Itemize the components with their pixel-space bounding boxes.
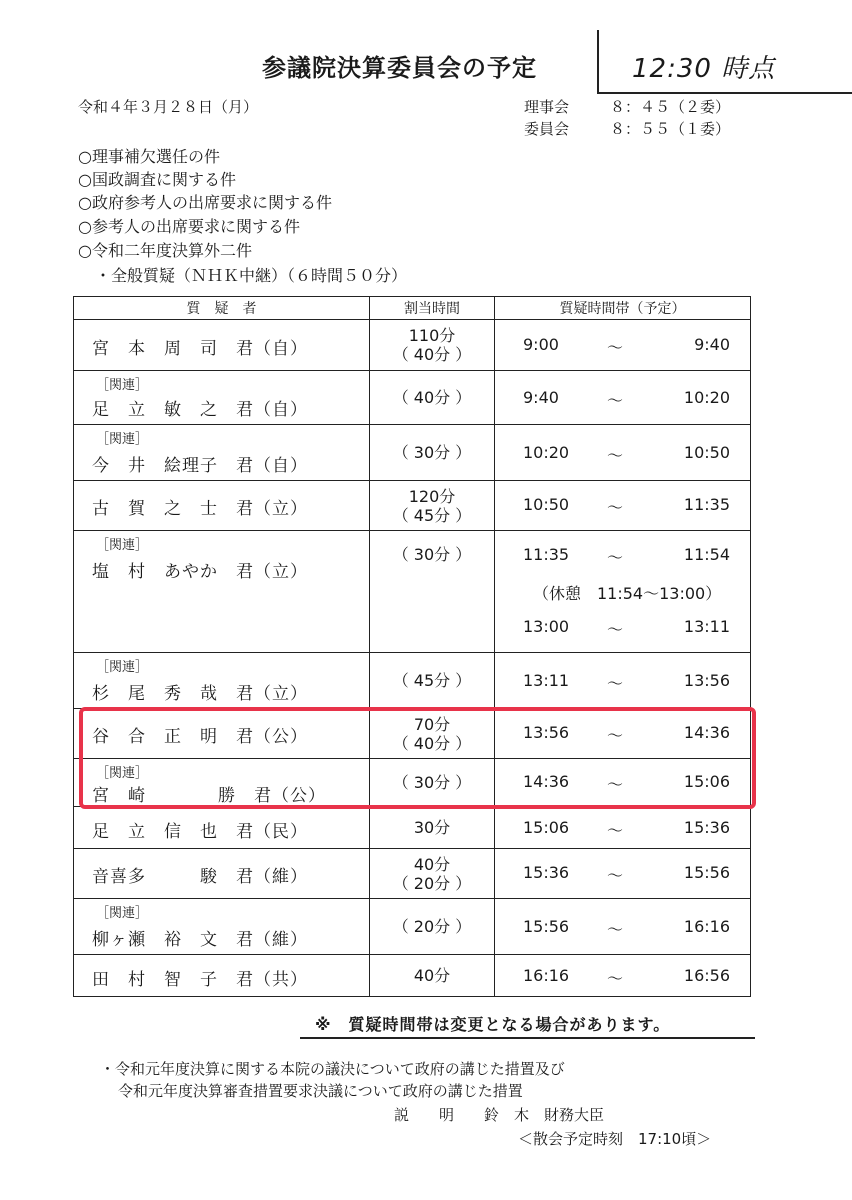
header-allotted: 割当時間 — [370, 297, 495, 320]
meeting-time-directors: ８：４５（２委） — [610, 98, 731, 116]
slot-start: 10:50 — [523, 495, 570, 514]
allotted-cell — [370, 653, 495, 709]
meeting-label-directors: 理事会 — [524, 98, 570, 116]
allotted-total: 110分 — [408, 326, 456, 345]
slot-cell — [495, 807, 751, 849]
slot-start: 13:11 — [523, 671, 570, 690]
recess-note: （休憩 11:54〜13:00） — [533, 584, 722, 603]
slot-end: 11:54 — [683, 545, 730, 564]
slot-cell — [495, 425, 751, 481]
questioner-cell — [74, 653, 370, 709]
questioner-cell — [74, 320, 370, 371]
related-tag: ［関連］ — [96, 766, 149, 781]
questioner-name: 古 賀 之 士 君（立） — [92, 499, 308, 519]
slot-end: 10:20 — [683, 388, 730, 407]
allotted-cell — [370, 425, 495, 481]
slot-end: 16:56 — [683, 966, 730, 985]
slot-cell — [495, 899, 751, 955]
slot-separator: 〜 — [607, 620, 624, 639]
allotted-share: （ 20分 ） — [392, 873, 472, 893]
agenda-item: ○政府参考人の出席要求に関する件 — [78, 193, 332, 212]
slot-end: 15:06 — [683, 772, 730, 791]
slot-cell — [495, 849, 751, 899]
allotted-cell — [370, 481, 495, 531]
allotted-cell — [370, 371, 495, 425]
footer-line-2: 令和元年度決算審査措置要求決議について政府の講じた措置 — [118, 1082, 523, 1100]
questioner-name: 柳ヶ瀬 裕 文 君（維） — [92, 930, 308, 950]
slot-end: 16:16 — [683, 917, 730, 936]
table-row — [74, 653, 751, 709]
questioner-cell — [74, 531, 370, 653]
footer-line-1: ・令和元年度決算に関する本院の議決について政府の講じた措置及び — [100, 1060, 565, 1078]
schedule-table — [73, 296, 751, 997]
questioner-cell — [74, 425, 370, 481]
related-tag: ［関連］ — [96, 660, 149, 675]
slot-separator: 〜 — [607, 498, 624, 517]
questioner-cell — [74, 807, 370, 849]
allotted-cell — [370, 807, 495, 849]
allotted-share: （ 40分 ） — [392, 388, 472, 407]
allotted-share: （ 30分 ） — [392, 545, 472, 564]
slot-end: 13:11 — [683, 617, 730, 636]
explainer: 説 明 鈴 木 財務大臣 — [394, 1106, 605, 1124]
header-questioner: 質 疑 者 — [74, 297, 370, 320]
header-slot: 質疑時間帯（予定） — [495, 297, 751, 320]
meeting-date: 令和４年３月２８日（月） — [78, 98, 259, 116]
agenda-item: ○国政調査に関する件 — [78, 170, 236, 189]
questioner-name: 足 立 敏 之 君（自） — [92, 400, 308, 420]
allotted-total: 40分 — [413, 854, 451, 874]
table-row — [74, 955, 751, 997]
slot-end: 13:56 — [683, 671, 730, 690]
adjourn-time: ＜散会予定時刻 17:10頃＞ — [518, 1130, 712, 1148]
slot-end: 9:40 — [694, 335, 730, 354]
table-header-row — [74, 297, 751, 320]
slot-cell — [495, 371, 751, 425]
slot-separator: 〜 — [607, 775, 624, 794]
questioner-name: 足 立 信 也 君（民） — [92, 822, 308, 842]
slot-start: 16:16 — [523, 966, 570, 985]
slot-end: 15:56 — [683, 863, 730, 882]
table-row — [74, 481, 751, 531]
slot-start: 15:36 — [523, 863, 570, 882]
questioner-name: 塩 村 あやか 君（立） — [92, 562, 308, 582]
allotted-cell — [370, 955, 495, 997]
page-title: 参議院決算委員会の予定 — [262, 54, 537, 82]
slot-start: 15:56 — [523, 917, 570, 936]
agenda-item: ○参考人の出席要求に関する件 — [78, 217, 300, 236]
slot-separator: 〜 — [607, 920, 624, 939]
allotted-total: 70分 — [413, 714, 451, 734]
related-tag: ［関連］ — [96, 378, 149, 393]
allotted-total: 120分 — [408, 486, 456, 506]
slot-start: 10:20 — [523, 443, 570, 462]
questioner-name: 田 村 智 子 君（共） — [92, 970, 308, 990]
questioner-name: 今 井 絵理子 君（自） — [92, 456, 308, 476]
related-tag: ［関連］ — [96, 538, 149, 553]
table-row — [74, 371, 751, 425]
slot-cell — [495, 531, 751, 653]
meeting-time-committee: ８：５５（１委） — [610, 120, 731, 138]
questioner-name: 谷 合 正 明 君（公） — [92, 727, 308, 747]
questioner-name: 宮 本 周 司 君（自） — [92, 339, 308, 359]
slot-separator: 〜 — [607, 338, 624, 357]
handwritten-stamp: 12:30 時点 — [632, 54, 776, 84]
allotted-share: （ 30分 ） — [392, 443, 472, 462]
allotted-share: 30分 — [413, 818, 451, 837]
allotted-share: 40分 — [413, 966, 451, 985]
allotted-share: （ 40分 ） — [392, 345, 472, 364]
slot-end: 14:36 — [683, 723, 730, 742]
slot-end: 15:36 — [683, 818, 730, 837]
slot-separator: 〜 — [607, 391, 624, 410]
table-row — [74, 807, 751, 849]
related-tag: ［関連］ — [96, 432, 149, 447]
highlight-box — [79, 707, 756, 809]
slot-start: 13:56 — [523, 723, 570, 742]
related-tag: ［関連］ — [96, 906, 149, 921]
table-row — [74, 531, 751, 653]
allotted-share: （ 45分 ） — [392, 671, 472, 690]
slot-separator: 〜 — [607, 726, 624, 745]
questioner-cell — [74, 955, 370, 997]
slot-end: 10:50 — [683, 443, 730, 462]
allotted-cell — [370, 849, 495, 899]
schedule-note: ※ 質疑時間帯は変更となる場合があります。 — [315, 1015, 671, 1034]
slot-start: 15:06 — [523, 818, 570, 837]
slot-separator: 〜 — [607, 969, 624, 988]
slot-separator: 〜 — [607, 821, 624, 840]
table-row — [74, 899, 751, 955]
meeting-label-committee: 委員会 — [524, 120, 570, 138]
slot-cell — [495, 320, 751, 371]
table-row — [74, 849, 751, 899]
allotted-cell — [370, 899, 495, 955]
questioner-name: 杉 尾 秀 哉 君（立） — [92, 684, 308, 704]
questioner-cell — [74, 371, 370, 425]
table-row — [74, 320, 751, 371]
slot-end: 11:35 — [683, 495, 730, 514]
questioner-name: 宮 崎 勝 君（公） — [92, 786, 326, 806]
slot-separator: 〜 — [607, 446, 624, 465]
slot-separator: 〜 — [607, 866, 624, 885]
slot-cell — [495, 481, 751, 531]
agenda-item: ○令和二年度決算外二件 — [78, 241, 252, 260]
slot-separator: 〜 — [607, 674, 624, 693]
agenda-subitem: ・全般質疑（ＮＨＫ中継）（６時間５０分） — [95, 266, 408, 285]
slot-start: 13:00 — [523, 617, 570, 636]
questioner-cell — [74, 481, 370, 531]
questioner-cell — [74, 899, 370, 955]
slot-start: 9:00 — [523, 335, 559, 354]
slot-cell — [495, 653, 751, 709]
note-underline — [300, 1037, 755, 1039]
questioner-cell — [74, 849, 370, 899]
allotted-cell — [370, 531, 495, 653]
slot-start: 9:40 — [523, 388, 559, 407]
slot-start: 11:35 — [523, 545, 570, 564]
slot-start: 14:36 — [523, 772, 570, 791]
allotted-share: （ 40分 ） — [392, 733, 472, 753]
agenda-item: ○理事補欠選任の件 — [78, 147, 220, 166]
slot-cell — [495, 955, 751, 997]
allotted-cell — [370, 320, 495, 371]
table-row — [74, 425, 751, 481]
allotted-share: （ 30分 ） — [392, 773, 472, 792]
questioner-name: 音喜多 駿 君（維） — [92, 867, 308, 887]
allotted-share: （ 45分 ） — [392, 505, 472, 525]
slot-separator: 〜 — [607, 548, 624, 567]
allotted-share: （ 20分 ） — [392, 917, 472, 936]
